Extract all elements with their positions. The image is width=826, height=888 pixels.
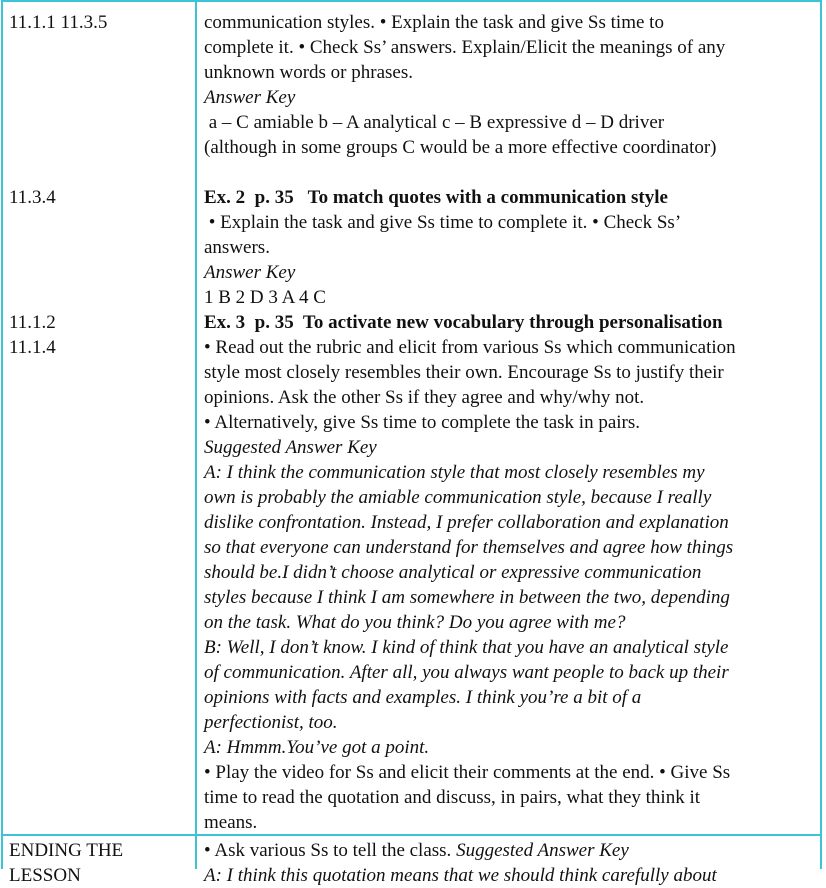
- instruction-line: means.: [204, 812, 258, 833]
- dialogue-line: styles because I think I am somewhere in between the two, depending: [204, 587, 730, 608]
- answer-key-label: Suggested Answer Key: [204, 437, 377, 458]
- instruction-line: • Explain the task and give Ss time to complete it. • Check Ss’: [204, 212, 682, 233]
- dialogue-line: own is probably the amiable communication style, because I really: [204, 487, 712, 508]
- dialogue-line: on the task. What do you think? Do you agree with me?: [204, 612, 626, 633]
- dialogue-line: A: Hmmm.You’ve got a point.: [204, 737, 430, 758]
- answer-key-label: Answer Key: [204, 87, 296, 108]
- table-border-left: [1, 0, 3, 869]
- dialogue-line: perfectionist, too.: [204, 712, 338, 733]
- answer-key-label: Answer Key: [204, 262, 296, 283]
- exercise-heading: Ex. 3 p. 35 To activate new vocabulary through personalisation: [204, 312, 723, 333]
- dialogue-line: of communication. After all, you always want people to back up their: [204, 662, 729, 683]
- instruction-line: complete it. • Check Ss’ answers. Explain/Elicit the meanings of any: [204, 37, 726, 58]
- answer-line: (although in some groups C would be a more effective coordinator): [204, 137, 717, 158]
- instruction-line: time to read the quotation and discuss, in pairs, what they think it: [204, 787, 701, 808]
- dialogue-line: should be.I didn’t choose analytical or expressive communication: [204, 562, 702, 583]
- instruction-line: opinions. Ask the other Ss if they agree and why/why not.: [204, 387, 645, 408]
- instruction-line: communication styles. • Explain the task and give Ss time to: [204, 12, 664, 33]
- stage-label: ENDING THE: [9, 840, 124, 861]
- dialogue-line: A: I think the communication style that most closely resembles my: [204, 462, 705, 483]
- answer-key-label: Suggested Answer Key: [456, 840, 629, 861]
- instruction-line: • Read out the rubric and elicit from various Ss which communication: [204, 337, 736, 358]
- objective-code: 11.3.4: [9, 187, 56, 208]
- dialogue-line: B: Well, I don’t know. I kind of think that you have an analytical style: [204, 637, 729, 658]
- instruction-line: [204, 838, 629, 863]
- instruction-line: • Alternatively, give Ss time to complete the task in pairs.: [204, 412, 640, 433]
- objective-code: 11.1.4: [9, 337, 56, 358]
- objective-code: 11.1.1 11.3.5: [9, 12, 108, 33]
- answer-line: a – C amiable b – A analytical c – B expressive d – D driver: [204, 112, 665, 133]
- objective-code: 11.1.2: [9, 312, 56, 333]
- instruction-line: style most closely resembles their own. Encourage Ss to justify their: [204, 362, 724, 383]
- instruction-line: • Play the video for Ss and elicit their comments at the end. • Give Ss: [204, 762, 731, 783]
- exercise-heading: Ex. 2 p. 35 To match quotes with a communication style: [204, 187, 668, 208]
- dialogue-line: opinions with facts and examples. I think you’re a bit of a: [204, 687, 642, 708]
- column-divider: [195, 0, 197, 869]
- instruction-line: answers.: [204, 237, 270, 258]
- instruction-text: • Ask various Ss to tell the class.: [204, 840, 457, 861]
- answer-line: 1 B 2 D 3 A 4 C: [204, 287, 326, 308]
- stage-label: LESSON: [9, 865, 81, 886]
- instruction-line: unknown words or phrases.: [204, 62, 413, 83]
- row-divider: [1, 834, 822, 836]
- dialogue-line: so that everyone can understand for themselves and agree how things: [204, 537, 734, 558]
- table-border-top: [1, 0, 822, 2]
- dialogue-line: A: I think this quotation means that we should think carefully about: [204, 865, 717, 886]
- dialogue-line: dislike confrontation. Instead, I prefer collaboration and explanation: [204, 512, 729, 533]
- table-border-right: [820, 0, 822, 869]
